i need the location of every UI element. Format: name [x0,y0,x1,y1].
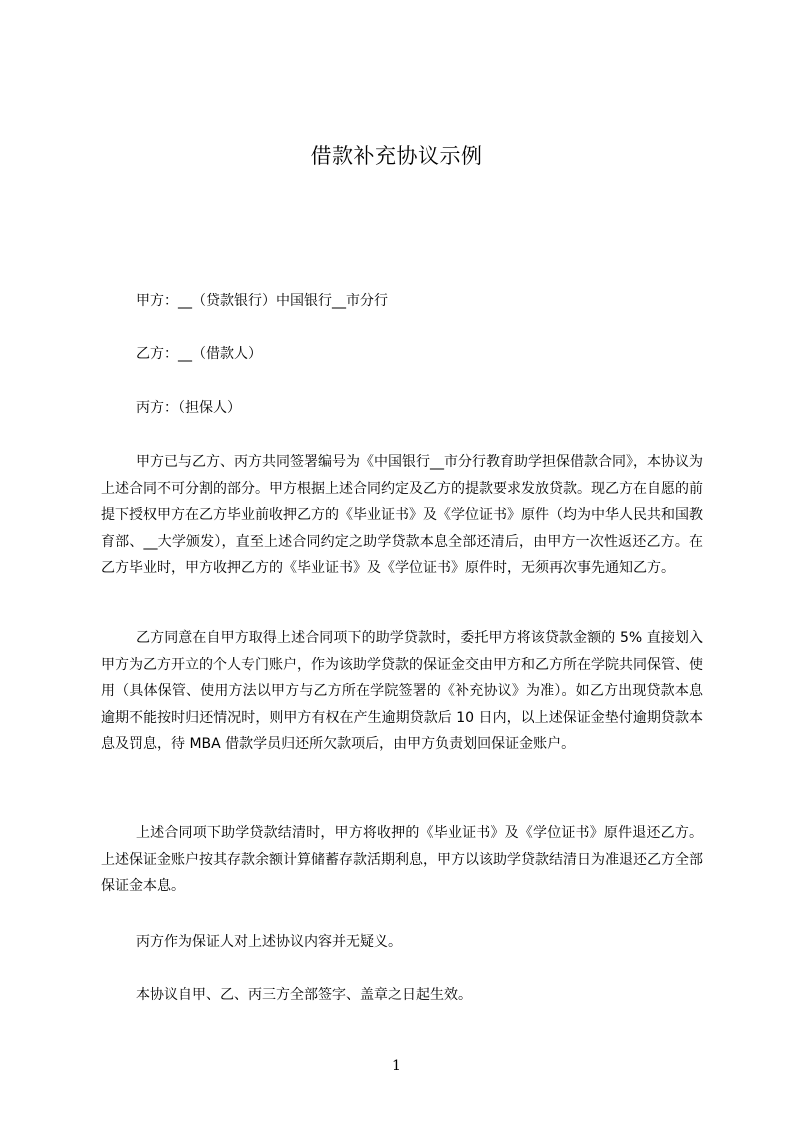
paragraph-deposit-account: 乙方同意在自甲方取得上述合同项下的助学贷款时，委托甲方将该贷款金额的 5% 直接划入甲方为乙方开立的个人专门账户，作为该助学贷款的保证金交由甲方和乙方所在学院共同保管、使用（具体保管、使用方法以甲方与乙方所在学院签署的《补充协议》为准）。如乙方出现贷款本息逾期不能按时归还情况时，则甲方有权在产生逾期贷款后 10 日内，以上述保证金垫付逾期贷款本息及罚息，待 MBA 借款学员归还所欠款项后，由甲方负责划回保证金账户。 [101,630,703,753]
guarantor-statement: 丙方作为保证人对上述协议内容并无疑义。 [136,934,402,950]
paragraph-pledge-certificates: 甲方已与乙方、丙方共同签署编号为《中国银行__市分行教育助学担保借款合同》，本协议为上述合同不可分割的部分。甲方根据上述合同约定及乙方的提款要求发放贷款。现乙方在自愿的前提下授权甲方在乙方毕业前收押乙方的《毕业证书》及《学位证书》原件（均为中华人民共和国教育部、__大学颁发），直至上述合同约定之助学贷款本息全部还清后，由甲方一次性返还乙方。在乙方毕业时，甲方收押乙方的《毕业证书》及《学位证书》原件时，无须再次事先通知乙方。 [101,454,703,577]
party-b-line: 乙方：__（借款人） [136,346,262,362]
effective-statement: 本协议自甲、乙、丙三方全部签字、盖章之日起生效。 [136,987,472,1003]
document-title: 借款补充协议示例 [310,144,483,168]
page-number: 1 [392,1058,401,1074]
party-c-line: 丙方：（担保人） [136,400,241,416]
paragraph-loan-settlement: 上述合同项下助学贷款结清时，甲方将收押的《毕业证书》及《学位证书》原件退还乙方。上述保证金账户按其存款余额计算储蓄存款活期利息，甲方以该助学贷款结清日为准退还乙方全部保证金本息。 [101,825,703,895]
party-a-line: 甲方：__（贷款银行）中国银行__市分行 [136,293,388,309]
